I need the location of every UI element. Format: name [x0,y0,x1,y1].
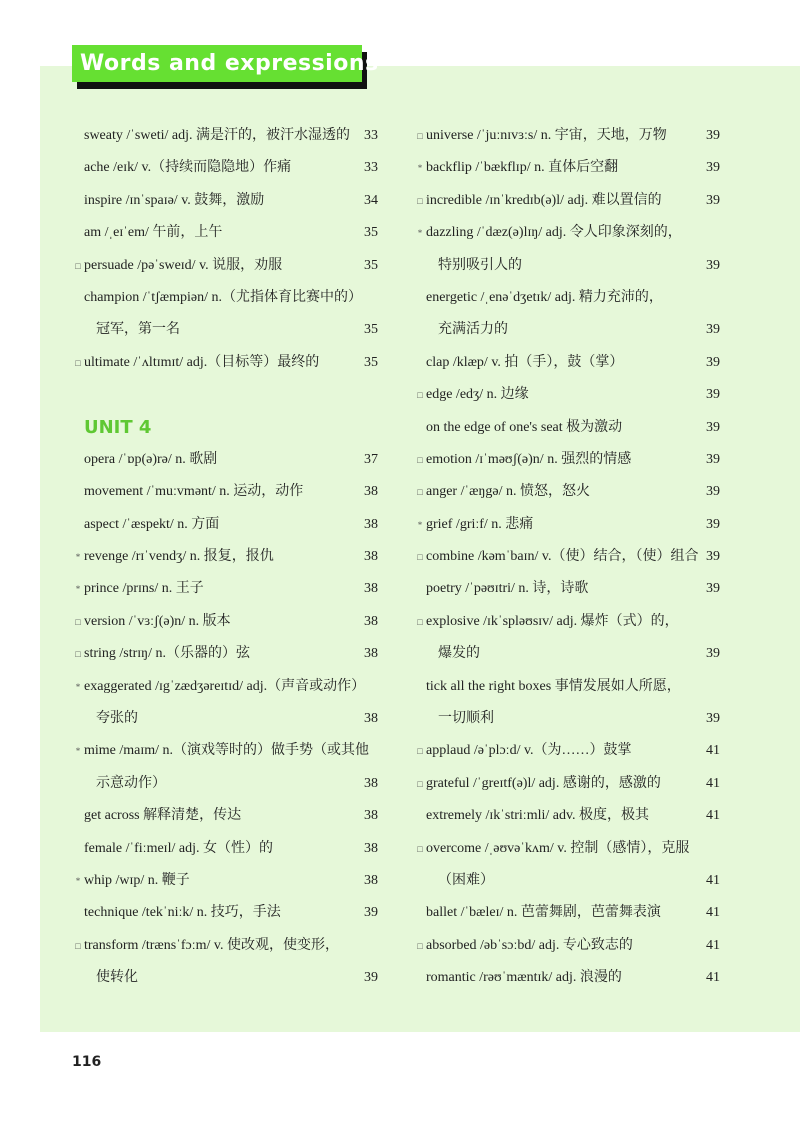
square-marker-icon: □ [417,778,423,789]
vocab-entry [72,897,378,929]
entry-text: grief /griːf/ n. 悲痛 [426,516,534,532]
entry-page-number: 41 [706,937,720,953]
entry-text: sweaty /ˈsweti/ adj. 满是汗的，被汗水湿透的 [84,128,350,143]
vocab-entry-continuation [414,703,720,735]
vocab-entry [72,671,378,703]
entry-page-number: 34 [364,192,378,208]
entry-page-number: 39 [706,516,720,532]
entry-text: overcome /ˌəʊvəˈkʌm/ v. 控制（感情），克服 [426,840,690,856]
entry-page-number: 38 [364,808,378,824]
entry-text: 一切顺利 [438,711,494,727]
entry-text: ache /eɪk/ v.（持续而隐隐地）作痛 [84,160,292,176]
page-number: 116 [72,1054,102,1070]
vocab-entry [414,347,720,379]
entry-page-number: 38 [364,840,378,856]
entry-text: ballet /ˈbæleɪ/ n. 芭蕾舞剧，芭蕾舞表演 [426,905,661,921]
square-marker-icon: □ [417,746,423,757]
entry-text: 示意动作） [96,775,166,791]
entry-text: 充满活力的 [438,322,508,338]
entry-text: female /ˈfiːmeɪl/ adj. 女（性）的 [84,840,273,856]
entry-page-number: 39 [706,549,720,565]
entry-page-number: 33 [364,128,378,143]
entry-page-number: 41 [706,905,720,921]
vocab-entry [72,930,378,962]
vocab-entry [72,865,378,897]
vocab-entry [414,800,720,832]
vocab-entry-continuation [414,865,720,897]
entry-text: extremely /ɪkˈstriːmli/ adv. 极度，极其 [426,808,650,824]
vocab-entry [414,735,720,767]
entry-page-number: 41 [706,872,720,888]
entry-page-number: 41 [706,970,720,986]
entry-page-number: 39 [706,192,720,208]
vocab-entry [414,152,720,184]
entry-text: （困难） [438,872,494,888]
entry-text: 特别吸引人的 [438,257,522,273]
vocab-entry [72,735,378,767]
entry-page-number: 39 [706,646,720,662]
vocab-entry [414,412,720,444]
entry-text: grateful /ˈgreɪtf(ə)l/ adj. 感谢的，感激的 [426,775,661,791]
vocab-entry [72,444,378,476]
square-marker-icon: □ [75,260,81,271]
asterisk-icon: * [417,519,423,530]
entry-text: explosive /ɪkˈspləʊsɪv/ adj. 爆炸（式）的， [426,613,679,629]
entry-text: am /ˌeɪˈem/ 午前，上午 [84,225,223,241]
vocab-entry [414,541,720,573]
vocab-entry [414,930,720,962]
vocab-entry-continuation [414,250,720,282]
entry-page-number: 39 [706,322,720,338]
entry-text: energetic /ˌenəˈdʒetɪk/ adj. 精力充沛的， [426,289,663,305]
section-title: Words and expressions [72,45,362,82]
section-spacer [72,379,378,411]
entry-text: ultimate /ˈʌltɪmɪt/ adj.（目标等）最终的 [84,354,320,370]
vocab-entry [72,347,378,379]
vocab-entry [72,250,378,282]
entry-page-number: 38 [364,775,378,791]
asterisk-icon: * [417,163,423,174]
vocab-entry [414,282,720,314]
entry-page-number: 39 [364,905,378,921]
vocab-entry [414,217,720,249]
entry-text: 夸张的 [96,711,138,727]
entry-page-number: 35 [364,225,378,241]
entry-page-number: 38 [364,484,378,500]
entry-page-number: 39 [706,451,720,467]
entry-page-number: 39 [706,484,720,500]
entry-text: incredible /ɪnˈkredɪb(ə)l/ adj. 难以置信的 [426,192,662,208]
square-marker-icon: □ [417,390,423,401]
square-marker-icon: □ [417,843,423,854]
entry-page-number: 38 [364,711,378,727]
vocab-entry [72,833,378,865]
square-marker-icon: □ [417,131,423,141]
vocab-entry [414,379,720,411]
entry-text: emotion /ɪˈməʊʃ(ə)n/ n. 强烈的情感 [426,451,632,467]
entry-text: 爆发的 [438,646,480,662]
entry-page-number: 35 [364,322,378,338]
vocab-entry [414,671,720,703]
entry-text: poetry /ˈpəʊɪtri/ n. 诗，诗歌 [426,581,589,597]
vocab-entry-continuation [72,703,378,735]
entry-page-number: 39 [364,970,378,986]
square-marker-icon: □ [417,195,423,206]
vocab-entry-continuation [72,962,378,994]
vocab-entry [414,120,720,152]
vocab-entry [414,897,720,929]
entry-text: technique /tekˈniːk/ n. 技巧，手法 [84,905,281,921]
vocab-entry [414,509,720,541]
entry-text: inspire /ɪnˈspaɪə/ v. 鼓舞，激励 [84,192,265,208]
vocab-entry [414,444,720,476]
vocab-entry [414,833,720,865]
vocab-entry [72,217,378,249]
entry-text: combine /kəmˈbaɪn/ v.（使）结合，（使）组合 [426,549,699,565]
entry-text: transform /trænsˈfɔːm/ v. 使改观，使变形， [84,937,339,953]
entry-text: backflip /ˈbækflɪp/ n. 直体后空翻 [426,160,619,176]
vocab-entry [72,606,378,638]
vocab-entry [72,541,378,573]
entry-page-number: 38 [364,646,378,662]
vocab-entry [72,800,378,832]
entry-text: 使转化 [96,970,138,986]
vocab-entry [72,185,378,217]
vocab-entry [414,962,720,994]
entry-text: movement /ˈmuːvmənt/ n. 运动，动作 [84,484,304,500]
entry-page-number: 35 [364,257,378,273]
vocab-entry-continuation [414,638,720,670]
entry-page-number: 38 [364,613,378,629]
entry-page-number: 37 [364,451,378,467]
entry-page-number: 39 [706,581,720,597]
entry-text: mime /maɪm/ n.（演戏等时的）做手势（或其他 [84,743,370,759]
entry-text: get across 解释清楚，传达 [84,808,242,824]
vocab-entry [414,185,720,217]
entry-text: romantic /rəʊˈmæntɪk/ adj. 浪漫的 [426,970,622,986]
entry-text: universe /ˈjuːnɪvɜːs/ n. 宇宙，天地，万物 [426,128,667,143]
entry-text: anger /ˈæŋgə/ n. 愤怒，怒火 [426,484,591,500]
entry-page-number: 38 [364,581,378,597]
square-marker-icon: □ [417,940,423,951]
square-marker-icon: □ [75,357,81,368]
entry-page-number: 38 [364,872,378,888]
entry-text: champion /ˈtʃæmpiən/ n.（尤指体育比赛中的） [84,289,363,305]
entry-text: applaud /əˈplɔːd/ v.（为……）鼓掌 [426,743,632,759]
entry-text: clap /klæp/ v. 拍（手），鼓（掌） [426,354,624,370]
entry-page-number: 39 [706,419,720,435]
vocab-entry-continuation [414,314,720,346]
vocab-entry [414,476,720,508]
vocab-entry [72,509,378,541]
square-marker-icon: □ [417,454,423,465]
right-column [414,120,720,995]
entry-text: edge /edʒ/ n. 边缘 [426,387,529,403]
entry-text: version /ˈvɜːʃ(ə)n/ n. 版本 [84,613,231,629]
asterisk-icon: * [75,681,81,692]
vocab-entry [72,573,378,605]
asterisk-icon: * [75,552,81,563]
entry-page-number: 41 [706,743,720,759]
entry-text: whip /wɪp/ n. 鞭子 [84,872,190,888]
entry-text: aspect /ˈæspekt/ n. 方面 [84,516,220,532]
entry-text: dazzling /ˈdæz(ə)lɪŋ/ adj. 令人印象深刻的， [426,225,682,241]
square-marker-icon: □ [417,552,423,563]
entry-page-number: 38 [364,516,378,532]
entry-page-number: 41 [706,808,720,824]
vocab-entry [414,606,720,638]
entry-text: absorbed /əbˈsɔːbd/ adj. 专心致志的 [426,937,633,953]
entry-page-number: 41 [706,775,720,791]
entry-page-number: 33 [364,160,378,176]
vocab-entry [414,573,720,605]
entry-page-number: 39 [706,257,720,273]
vocab-entry-continuation [72,768,378,800]
unit-heading: UNIT 4 [84,416,152,438]
vocab-entry [72,638,378,670]
vocab-entry [72,476,378,508]
square-marker-icon: □ [75,616,81,627]
vocab-entry-continuation [72,314,378,346]
asterisk-icon: * [75,875,81,886]
vocab-entry [414,768,720,800]
square-marker-icon: □ [417,616,423,627]
left-column [72,120,378,995]
entry-text: persuade /pəˈsweɪd/ v. 说服，劝服 [84,257,283,273]
asterisk-icon: * [75,584,81,595]
square-marker-icon: □ [75,940,81,951]
entry-text: on the edge of one's seat 极为激动 [426,419,623,435]
vocab-entry [72,120,378,152]
entry-text: revenge /rɪˈvendʒ/ n. 报复，报仇 [84,549,274,565]
entry-text: exaggerated /ɪgˈzædʒəreɪtɪd/ adj.（声音或动作） [84,678,366,694]
square-marker-icon: □ [417,487,423,498]
entry-page-number: 39 [706,128,720,143]
entry-text: prince /prɪns/ n. 王子 [84,581,204,597]
entry-page-number: 39 [706,354,720,370]
vocab-entry [72,152,378,184]
entry-text: 冠军，第一名 [96,322,180,338]
asterisk-icon: * [75,746,81,757]
entry-text: string /strɪŋ/ n.（乐器的）弦 [84,646,250,662]
entry-page-number: 38 [364,549,378,565]
entry-page-number: 39 [706,711,720,727]
square-marker-icon: □ [75,649,81,660]
asterisk-icon: * [417,228,423,239]
entry-page-number: 39 [706,387,720,403]
vocab-entry [72,282,378,314]
entry-page-number: 39 [706,160,720,176]
entry-text: tick all the right boxes 事情发展如人所愿， [426,678,681,694]
entry-page-number: 35 [364,354,378,370]
entry-text: opera /ˈɒp(ə)rə/ n. 歌剧 [84,451,218,467]
